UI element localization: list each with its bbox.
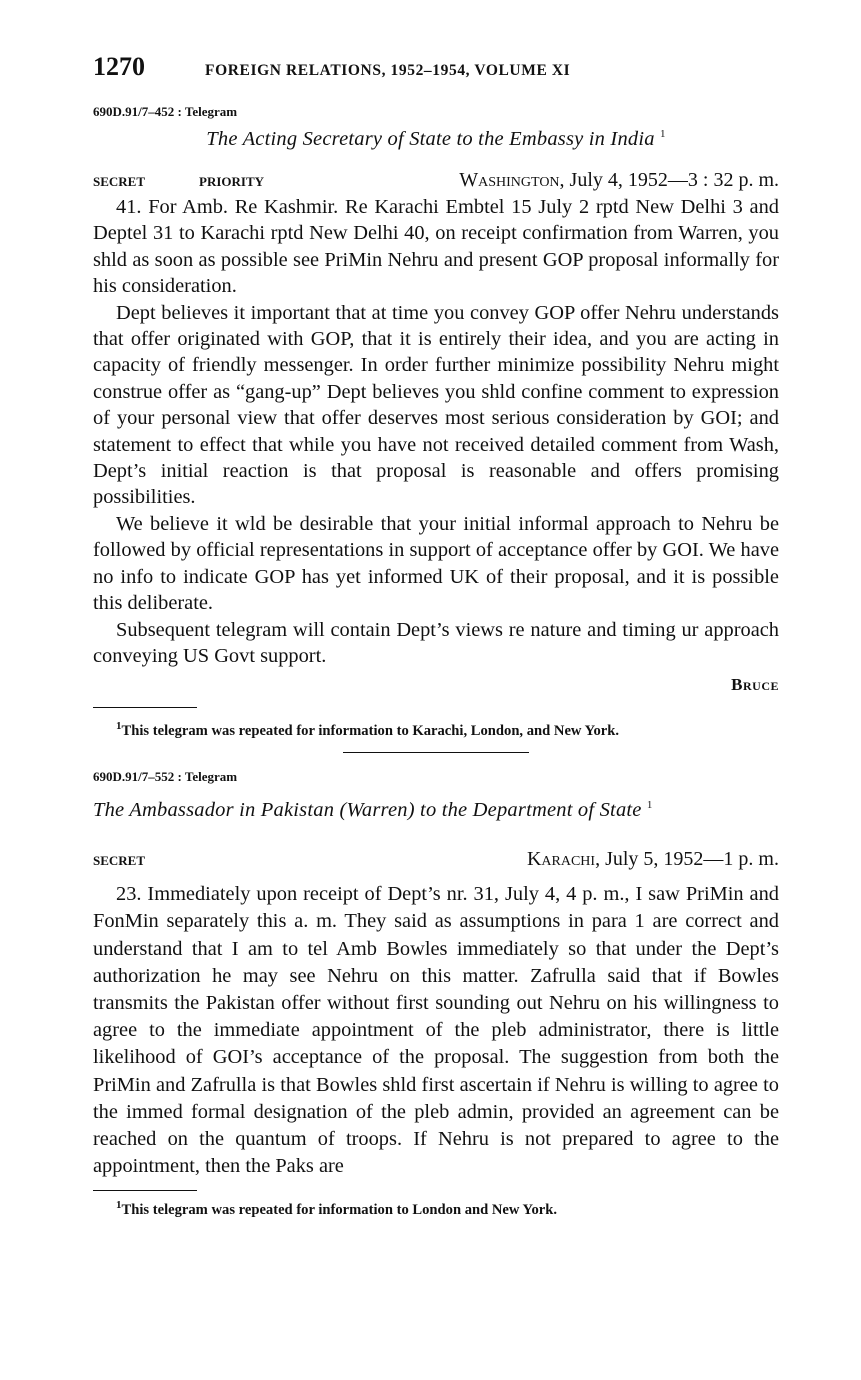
footnote-number: 1 bbox=[116, 720, 122, 733]
priority: PRIORITY bbox=[199, 174, 265, 189]
document-page bbox=[93, 52, 779, 1219]
paragraph: We believe it wld be desirable that your initial informal approach to Nehru be followed by official representations in support of acceptance offer by GOI. We have no info to indicate GOP has yet informed UK of their proposal, and it is possible this deliberate. bbox=[93, 512, 779, 615]
footnote-text: This telegram was repeated for information to Karachi, London, and New York. bbox=[121, 723, 620, 740]
document-meta bbox=[93, 169, 779, 192]
paragraph: Dept believes it important that at time you convey GOP offer Nehru understands that offer originated with GOP, that it is entirely their idea, and you are acting in capacity of friendly messenger. In order further minimize possibility Nehru might construe offer as “gang-up” Dept believes you shld confine comment to expression of your personal view that offer deserves most serious consideration by GOI; and statement to effect that while you have not received detailed comment from Wash, Dept’s initial reaction is that proposal is reasonable and offers promising possibilities. bbox=[93, 301, 779, 509]
document-title-text: The Acting Secretary of State to the Embassy in India bbox=[206, 128, 655, 150]
classification: SECRET bbox=[93, 853, 146, 869]
document-meta bbox=[93, 848, 779, 871]
paragraph: 41. For Amb. Re Kashmir. Re Karachi Embtel 15 July 2 rptd New Delhi 3 and Deptel 31 to Karachi rptd New Delhi 40, on receipt confirmation from Warren, you shld as soon as possible see PriMin Nehru and present GOP proposal informally for his consideration. bbox=[93, 196, 779, 298]
document-title-text: The Ambassador in Pakistan (Warren) to the Department of State bbox=[93, 799, 642, 822]
footnote-number: 1 bbox=[116, 1199, 122, 1212]
file-reference: 690D.91/7–452 : Telegram bbox=[93, 104, 238, 119]
footnote bbox=[93, 1197, 779, 1219]
footnote-rule bbox=[93, 1190, 197, 1191]
footnote bbox=[93, 718, 779, 740]
footnote-rule bbox=[93, 707, 197, 708]
page-number: 1270 bbox=[93, 52, 145, 81]
document-title bbox=[93, 128, 779, 151]
document-title bbox=[93, 799, 779, 822]
dateline-place: Karachi bbox=[526, 848, 596, 871]
footnote-marker: 1 bbox=[660, 128, 666, 141]
dateline bbox=[459, 169, 779, 192]
signature: Bruce bbox=[731, 675, 779, 695]
telegram-body bbox=[93, 194, 779, 669]
dateline bbox=[527, 848, 779, 871]
footnote-text: This telegram was repeated for information to London and New York. bbox=[121, 1202, 558, 1219]
footnote-marker: 1 bbox=[646, 799, 653, 812]
paragraph: Subsequent telegram will contain Dept’s views re nature and timing ur approach conveying US Govt support. bbox=[93, 618, 779, 667]
dateline-date: , July 5, 1952—1 p. m. bbox=[595, 848, 779, 871]
running-head bbox=[93, 52, 779, 88]
section-divider bbox=[343, 752, 529, 753]
file-reference: 690D.91/7–552 : Telegram bbox=[93, 769, 238, 785]
dateline-date: , July 4, 1952—3 : 32 p. m. bbox=[559, 169, 779, 191]
classification: SECRET bbox=[93, 174, 146, 189]
paragraph: 23. Immediately upon receipt of Dept’s nr. 31, July 4, 4 p. m., I saw PriMin and FonMin separately this a. m. They said as assumptions in para 1 are correct and understand that I am to tel Amb Bowles immediately so that under the Dept’s authorization he may see Nehru on this matter. Zafrulla said that if Bowles transmits the Pakistan offer without first sounding out Nehru on his willingness to agree to the immediate appointment of the pleb administrator, there is little likelihood of GOI’s acceptance of the proposal. The suggestion from both the PriMin and Zafrulla is that Bowles shld first ascertain if Nehru is willing to agree to the immed formal designation of the pleb admin, provided an agreement can be reached on the quantum of troops. If Nehru is not prepared to agree to the appointment, then the Paks are bbox=[93, 883, 779, 1178]
telegram-body bbox=[93, 881, 779, 1180]
dateline-place: Washington bbox=[459, 169, 560, 191]
running-title: FOREIGN RELATIONS, 1952–1954, VOLUME XI bbox=[205, 62, 571, 79]
